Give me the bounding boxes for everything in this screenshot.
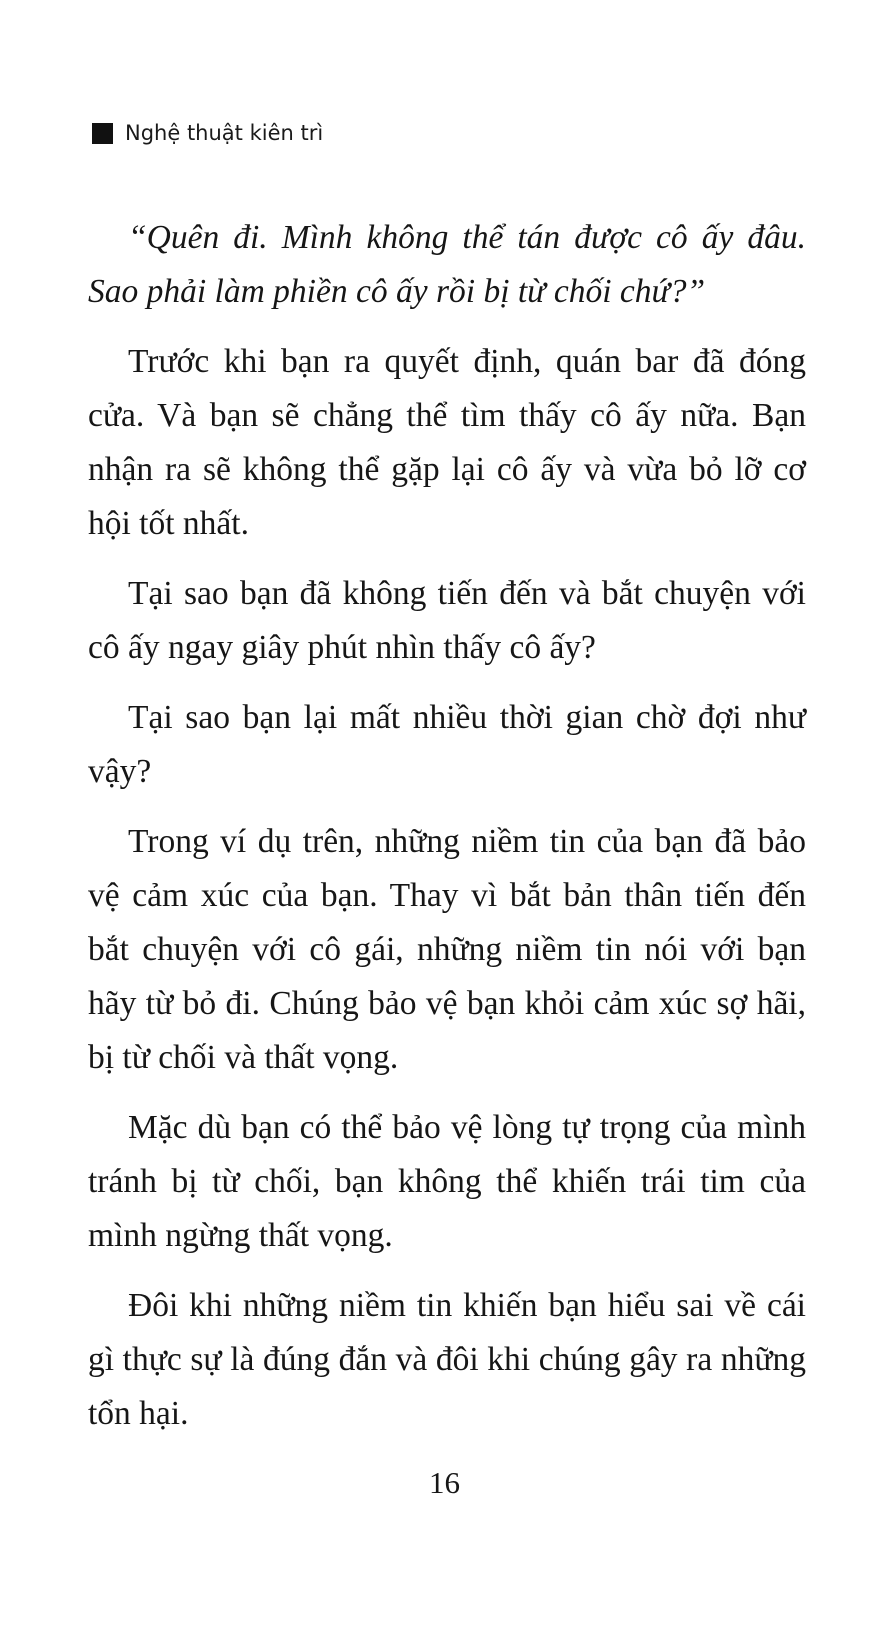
paragraph: Đôi khi những niềm tin khiến bạn hiểu sai về cái gì thực sự là đúng đắn và đôi khi chúng gây ra những tổn hại. <box>88 1287 806 1432</box>
running-header <box>92 118 323 148</box>
body-text <box>88 211 806 1457</box>
quote-paragraph: “Quên đi. Mình không thể tán được cô ấy đâu. Sao phải làm phiền cô ấy rồi bị từ chối chứ?” <box>88 219 806 310</box>
running-header-title: Nghệ thuật kiên trì <box>125 121 324 145</box>
paragraph: Tại sao bạn lại mất nhiều thời gian chờ đợi như vậy? <box>88 699 806 790</box>
paragraph: Trong ví dụ trên, những niềm tin của bạn đã bảo vệ cảm xúc của bạn. Thay vì bắt bản thân tiến đến bắt chuyện với cô gái, những niềm tin nói với bạn hãy từ bỏ đi. Chúng bảo vệ bạn khỏi cảm xúc sợ hãi, bị từ chối và thất vọng. <box>88 823 806 1076</box>
header-square-bullet <box>92 123 113 144</box>
paragraph: Trước khi bạn ra quyết định, quán bar đã đóng cửa. Và bạn sẽ chẳng thể tìm thấy cô ấy nữa. Bạn nhận ra sẽ không thể gặp lại cô ấy và vừa bỏ lỡ cơ hội tốt nhất. <box>88 343 806 542</box>
paragraph: Mặc dù bạn có thể bảo vệ lòng tự trọng của mình tránh bị từ chối, bạn không thể khiến trái tim của mình ngừng thất vọng. <box>88 1109 806 1254</box>
page-number: 16 <box>429 1465 460 1500</box>
paragraph: Tại sao bạn đã không tiến đến và bắt chuyện với cô ấy ngay giây phút nhìn thấy cô ấy? <box>88 575 806 666</box>
